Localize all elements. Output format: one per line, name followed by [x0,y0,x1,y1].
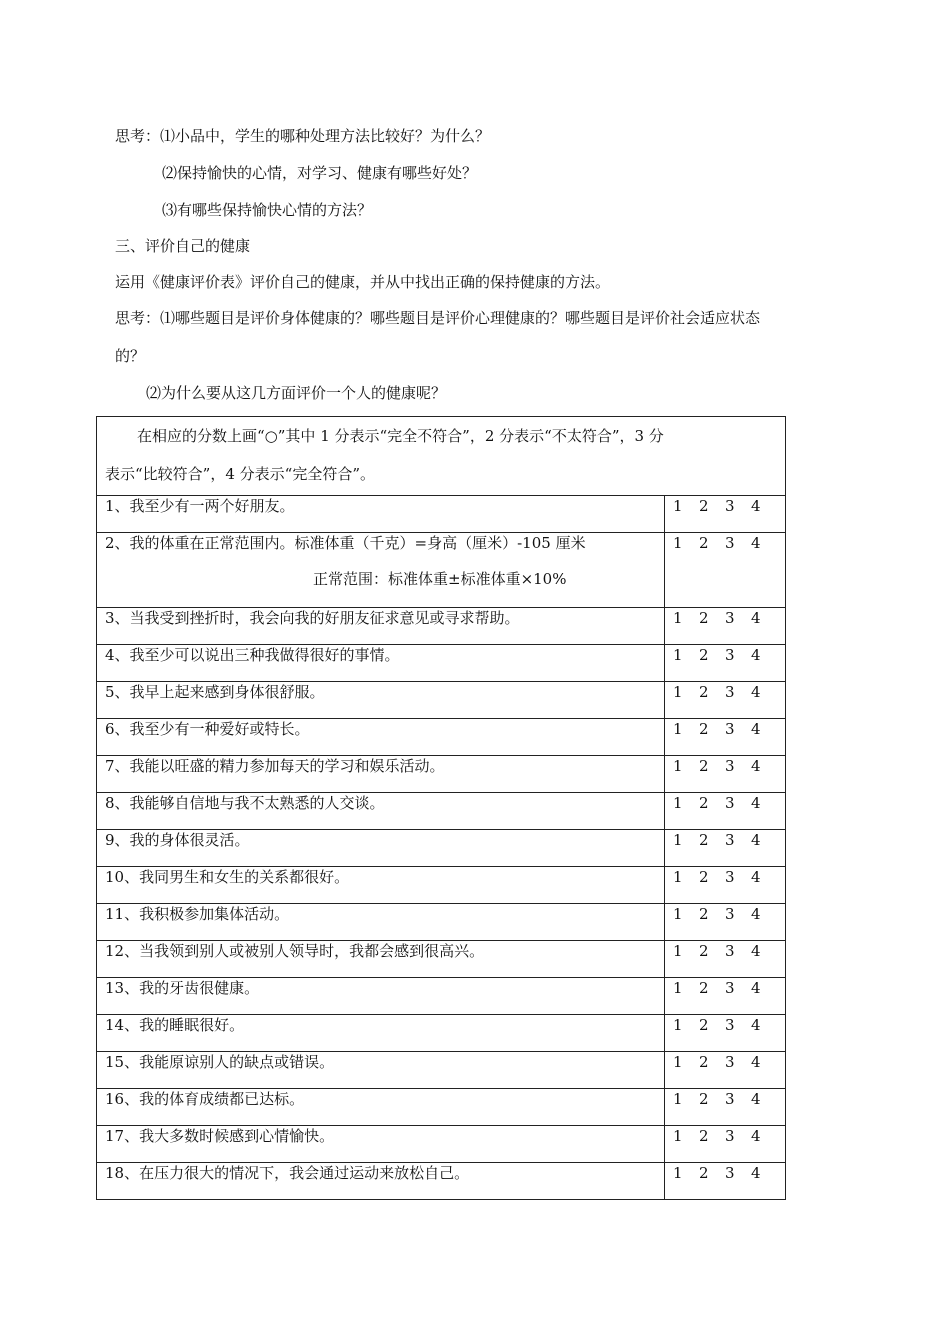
score-option[interactable]: 2 [699,794,709,812]
question-cell [97,904,665,941]
table-row [97,533,786,608]
question-text: 4、我至少可以说出三种我做得很好的事情。 [105,646,400,664]
question-text: 3、当我受到挫折时，我会向我的好朋友征求意见或寻求帮助。 [105,609,520,627]
score-option[interactable]: 2 [699,497,709,515]
instruction-row [97,417,786,496]
score-option[interactable]: 3 [725,497,735,515]
question-text: 1、我至少有一两个好朋友。 [105,497,295,515]
score-option[interactable]: 3 [725,720,735,738]
question-cell [97,1052,665,1089]
table-row [97,608,786,645]
table-row [97,904,786,941]
score-option[interactable]: 3 [725,534,735,552]
score-option[interactable]: 4 [751,646,761,664]
score-option[interactable]: 3 [725,868,735,886]
score-option[interactable]: 1 [673,942,683,960]
score-option[interactable]: 2 [699,1127,709,1145]
score-option[interactable]: 4 [751,1016,761,1034]
score-options [665,533,786,608]
score-option[interactable]: 1 [673,1164,683,1182]
score-option[interactable]: 4 [751,1090,761,1108]
question-text: 6、我至少有一种爱好或特长。 [105,720,310,738]
score-options [665,793,786,830]
score-option[interactable]: 3 [725,609,735,627]
question-cell [97,978,665,1015]
question-text: 17、我大多数时候感到心情愉快。 [105,1127,335,1145]
question-cell [97,941,665,978]
score-option[interactable]: 2 [699,942,709,960]
score-options [665,1089,786,1126]
think-question-3: ⑶有哪些保持愉快心情的方法？ [162,201,373,219]
question-cell [97,719,665,756]
section-heading: 三、评价自己的健康 [115,237,251,255]
score-options [665,867,786,904]
score-option[interactable]: 1 [673,683,683,701]
score-option[interactable]: 3 [725,905,735,923]
score-option[interactable]: 4 [751,1127,761,1145]
score-option[interactable]: 2 [699,720,709,738]
score-option[interactable]: 2 [699,1016,709,1034]
score-options [665,1015,786,1052]
table-row [97,941,786,978]
score-option[interactable]: 3 [725,646,735,664]
score-option[interactable]: 3 [725,683,735,701]
score-option[interactable]: 1 [673,534,683,552]
table-row [97,682,786,719]
score-option[interactable]: 3 [725,1090,735,1108]
score-options [665,756,786,793]
score-option[interactable]: 2 [699,683,709,701]
table-row [97,867,786,904]
think-question-b: ⑵为什么要从这几方面评价一个人的健康呢？ [146,384,447,402]
score-option[interactable]: 4 [751,979,761,997]
score-option[interactable]: 2 [699,1053,709,1071]
score-option[interactable]: 2 [699,534,709,552]
question-text: 7、我能以旺盛的精力参加每天的学习和娱乐活动。 [105,757,445,775]
table-row [97,645,786,682]
score-options [665,719,786,756]
score-option[interactable]: 1 [673,1090,683,1108]
question-text: 10、我同男生和女生的关系都很好。 [105,868,350,886]
score-options [665,608,786,645]
score-option[interactable]: 4 [751,1164,761,1182]
question-text: 13、我的牙齿很健康。 [105,979,260,997]
score-option[interactable]: 1 [673,720,683,738]
think-question-2: ⑵保持愉快的心情，对学习、健康有哪些好处？ [162,164,478,182]
question-text: 14、我的睡眠很好。 [105,1016,245,1034]
question-cell [97,830,665,867]
score-options [665,1052,786,1089]
score-option[interactable]: 1 [673,1053,683,1071]
think-question-a: 思考：⑴哪些题目是评价身体健康的？哪些题目是评价心理健康的？哪些题目是评价社会适应状态 [115,309,761,327]
question-cell [97,756,665,793]
score-options [665,830,786,867]
table-row [97,1089,786,1126]
score-option[interactable]: 3 [725,1016,735,1034]
score-options [665,941,786,978]
instruction-line-1: 在相应的分数上画“○”其中 1 分表示“完全不符合”，2 分表示“不太符合”，3 分 [137,427,664,445]
question-cell [97,1089,665,1126]
score-option[interactable]: 3 [725,942,735,960]
question-text: 9、我的身体很灵活。 [105,831,250,849]
score-option[interactable]: 1 [673,646,683,664]
score-options [665,1126,786,1163]
question-subtext: 正常范围：标准体重±标准体重×10% [313,570,567,588]
question-cell [97,793,665,830]
health-evaluation-table [96,416,786,1200]
score-option[interactable]: 2 [699,905,709,923]
score-option[interactable]: 2 [699,831,709,849]
score-option[interactable]: 3 [725,831,735,849]
score-option[interactable]: 4 [751,794,761,812]
score-options [665,1163,786,1200]
score-option[interactable]: 2 [699,979,709,997]
score-options [665,645,786,682]
score-option[interactable]: 4 [751,868,761,886]
table-row [97,719,786,756]
instruction-line-2: 表示“比较符合”，4 分表示“完全符合”。 [105,465,375,483]
score-option[interactable]: 1 [673,609,683,627]
score-options [665,904,786,941]
question-text: 8、我能够自信地与我不太熟悉的人交谈。 [105,794,385,812]
table-row [97,1163,786,1200]
score-option[interactable]: 4 [751,683,761,701]
question-text: 18、在压力很大的情况下，我会通过运动来放松自己。 [105,1164,470,1182]
question-cell [97,496,665,533]
score-option[interactable]: 1 [673,497,683,515]
question-text: 16、我的体育成绩都已达标。 [105,1090,305,1108]
score-option[interactable]: 4 [751,534,761,552]
instruction-cell [97,417,786,496]
score-option[interactable]: 1 [673,1016,683,1034]
table-row [97,830,786,867]
score-option[interactable]: 1 [673,979,683,997]
score-options [665,682,786,719]
score-options [665,978,786,1015]
question-text: 12、当我领到别人或被别人领导时，我都会感到很高兴。 [105,942,485,960]
score-option[interactable]: 3 [725,794,735,812]
score-option[interactable]: 1 [673,831,683,849]
score-option[interactable]: 2 [699,1164,709,1182]
score-option[interactable]: 4 [751,757,761,775]
score-option[interactable]: 1 [673,757,683,775]
section-intro: 运用《健康评价表》评价自己的健康，并从中找出正确的保持健康的方法。 [115,273,611,291]
question-cell [97,608,665,645]
score-option[interactable]: 2 [699,868,709,886]
question-text: 11、我积极参加集体活动。 [105,905,290,923]
score-option[interactable]: 3 [725,1127,735,1145]
score-option[interactable]: 4 [751,720,761,738]
score-option[interactable]: 3 [725,757,735,775]
score-option[interactable]: 4 [751,497,761,515]
score-option[interactable]: 4 [751,1053,761,1071]
score-option[interactable]: 2 [699,609,709,627]
score-option[interactable]: 4 [751,942,761,960]
table-row [97,496,786,533]
question-text: 15、我能原谅别人的缺点或错误。 [105,1053,335,1071]
table-row [97,1126,786,1163]
question-cell [97,533,665,608]
score-options [665,496,786,533]
score-option[interactable]: 1 [673,868,683,886]
score-option[interactable]: 1 [673,905,683,923]
score-option[interactable]: 1 [673,1127,683,1145]
question-text: 5、我早上起来感到身体很舒服。 [105,683,325,701]
question-cell [97,867,665,904]
score-option[interactable]: 1 [673,794,683,812]
score-option[interactable]: 2 [699,1090,709,1108]
question-cell [97,682,665,719]
think-question-1: 思考：⑴小品中，学生的哪种处理方法比较好？为什么？ [115,127,491,145]
table-row [97,1052,786,1089]
score-option[interactable]: 3 [725,1053,735,1071]
score-option[interactable]: 4 [751,831,761,849]
score-option[interactable]: 3 [725,979,735,997]
question-text: 2、我的体重在正常范围内。标准体重（千克）=身高（厘米）-105 厘米 [105,534,586,552]
table-row [97,793,786,830]
table-row [97,756,786,793]
score-option[interactable]: 4 [751,905,761,923]
think-question-a-continuation: 的？ [115,347,146,365]
score-option[interactable]: 2 [699,757,709,775]
question-cell [97,1163,665,1200]
score-option[interactable]: 3 [725,1164,735,1182]
table-row [97,1015,786,1052]
question-cell [97,645,665,682]
question-cell [97,1015,665,1052]
score-option[interactable]: 4 [751,609,761,627]
question-cell [97,1126,665,1163]
table-row [97,978,786,1015]
score-option[interactable]: 2 [699,646,709,664]
